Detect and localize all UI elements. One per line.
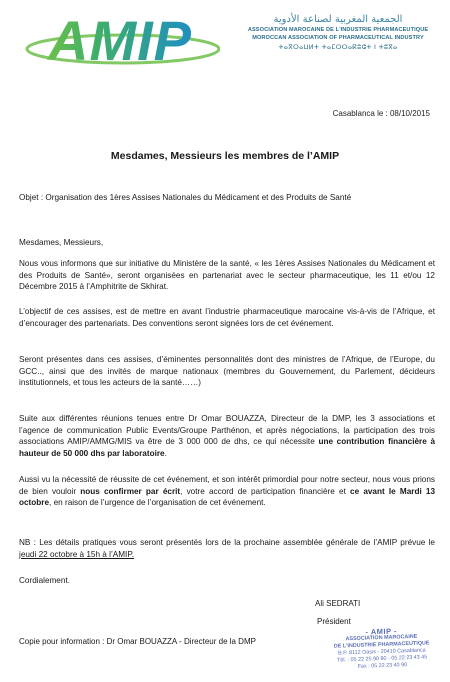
paragraph-5-text-c: , en raison de l’urgence de l’organisation de cet événement. bbox=[49, 498, 266, 508]
paragraph-2: L’objectif de ces assises, est de mettre en avant l’industrie pharmaceutique marocaine vis-à-vis de l’Afrique, et d’encourager des partenariats. Des conventions seront signées lors de cet événement. bbox=[19, 307, 435, 328]
stamp-line-5: Tél. : 05 22 25 90 90 - 05 22 23 43 45 bbox=[336, 654, 428, 664]
paragraph-5-text-b: , votre accord de participation financière et bbox=[180, 486, 351, 496]
stamp-line-6: Fax : 05 22 23 40 90 bbox=[357, 662, 408, 670]
signer-title: Président bbox=[317, 617, 351, 626]
association-tifinagh: ⵜⴰⴳⵔⴰⵡⵍⵜ ⵜⴰⵎⵔⵔⴰⴽⵓⵛⵜ ⵏ ⵜⵓⴳⴰ bbox=[278, 43, 398, 51]
signer-name: Ali SEDRATI bbox=[315, 599, 361, 608]
stamp-line-1: - AMIP - bbox=[365, 626, 398, 637]
association-arabic: الجمعية المغربية لصناعة الأدوية bbox=[273, 14, 403, 25]
paragraph-5-emphasis-confirm: nous confirmer par écrit bbox=[80, 486, 181, 496]
paragraph-5-emphasis-deadline: ce avant le Mardi 13 octobre bbox=[19, 486, 436, 508]
letter-closing: Cordialement. bbox=[19, 576, 70, 585]
paragraph-4-emphasis: une contribution financière à hauteur de 50 000 dhs par laboratoire bbox=[19, 437, 435, 458]
company-stamp bbox=[325, 626, 439, 682]
letter-date: Casablanca le : 08/10/2015 bbox=[332, 109, 430, 118]
copy-note: Copie pour information : Dr Omar BOUAZZA - Directeur de la DMP bbox=[19, 637, 256, 646]
letter-salutation: Mesdames, Messieurs, bbox=[19, 238, 104, 247]
paragraph-4-end: . bbox=[164, 448, 167, 458]
association-french: ASSOCIATION MAROCAINE DE L'INDUSTRIE PHARMACEUTIQUE bbox=[247, 27, 429, 33]
letter-subject: Objet : Organisation des 1ères Assises Nationales du Médicament et des Produits de Santé bbox=[19, 193, 352, 202]
paragraph-1: Nous vous informons que sur initiative du Ministère de la santé, « les 1ères Assises Nationales du Médicament et des Produits de Santé», seront organisées en partenariat avec le secteur pharmaceutique, les 11 et/ou 12 Décembre 2015 à l’Amphitrite de Skhirat. bbox=[19, 259, 435, 292]
stamp-line-4: B.P. 8112 Oasis - 20410 Casablanca bbox=[338, 647, 426, 657]
paragraph-nb-date: jeudi 22 octobre à 15h à l’AMIP. bbox=[19, 549, 135, 559]
paragraph-4 bbox=[19, 413, 435, 459]
association-english: MOROCCAN ASSOCIATION OF PHARMACEUTICAL INDUSTRY bbox=[252, 35, 424, 41]
amip-logo bbox=[20, 12, 220, 70]
paragraph-5 bbox=[19, 474, 435, 509]
paragraph-3: Seront présentes dans ces assises, d’éminentes personnalités dont des ministres de l’Afrique, de l’Europe, du GCC.., ainsi que des invités de marque nationaux (membres du Gouvernement, du Parlement, décideurs institutionnels, et tous les acteurs de la santé……) bbox=[19, 355, 435, 388]
paragraph-nb bbox=[19, 537, 435, 560]
stamp-line-2: ASSOCIATION MAROCAINE bbox=[345, 633, 418, 643]
paragraph-5-text-a: Aussi vu la nécessité de réussite de cet événement, et son intérêt primordial pour notre secteur, nous vous prions de bien vouloir bbox=[19, 475, 435, 496]
letter-title: Mesdames, Messieurs les membres de l’AMIP bbox=[110, 150, 340, 162]
paragraph-nb-text: NB : Les détails pratiques vous seront présentés lors de la prochaine assemblée générale de l’AMIP prévue le bbox=[19, 538, 435, 547]
paragraph-4-text: Suite aux différentes réunions tenues entre Dr Omar BOUAZZA, Directeur de la DMP, les 3 associations et l’agence de communication Public Events/Groupe Parthénon, et après négociations, la participation des trois associations AMIP/AMMG/MIS va être de 3 000 000 de dhs, ce qui nécessite bbox=[19, 414, 435, 447]
association-name-block bbox=[232, 14, 444, 52]
stamp-line-3: DE L'INDUSTRIE PHARMACEUTIQUE bbox=[333, 640, 430, 650]
logo-text: AMIP bbox=[48, 12, 192, 70]
